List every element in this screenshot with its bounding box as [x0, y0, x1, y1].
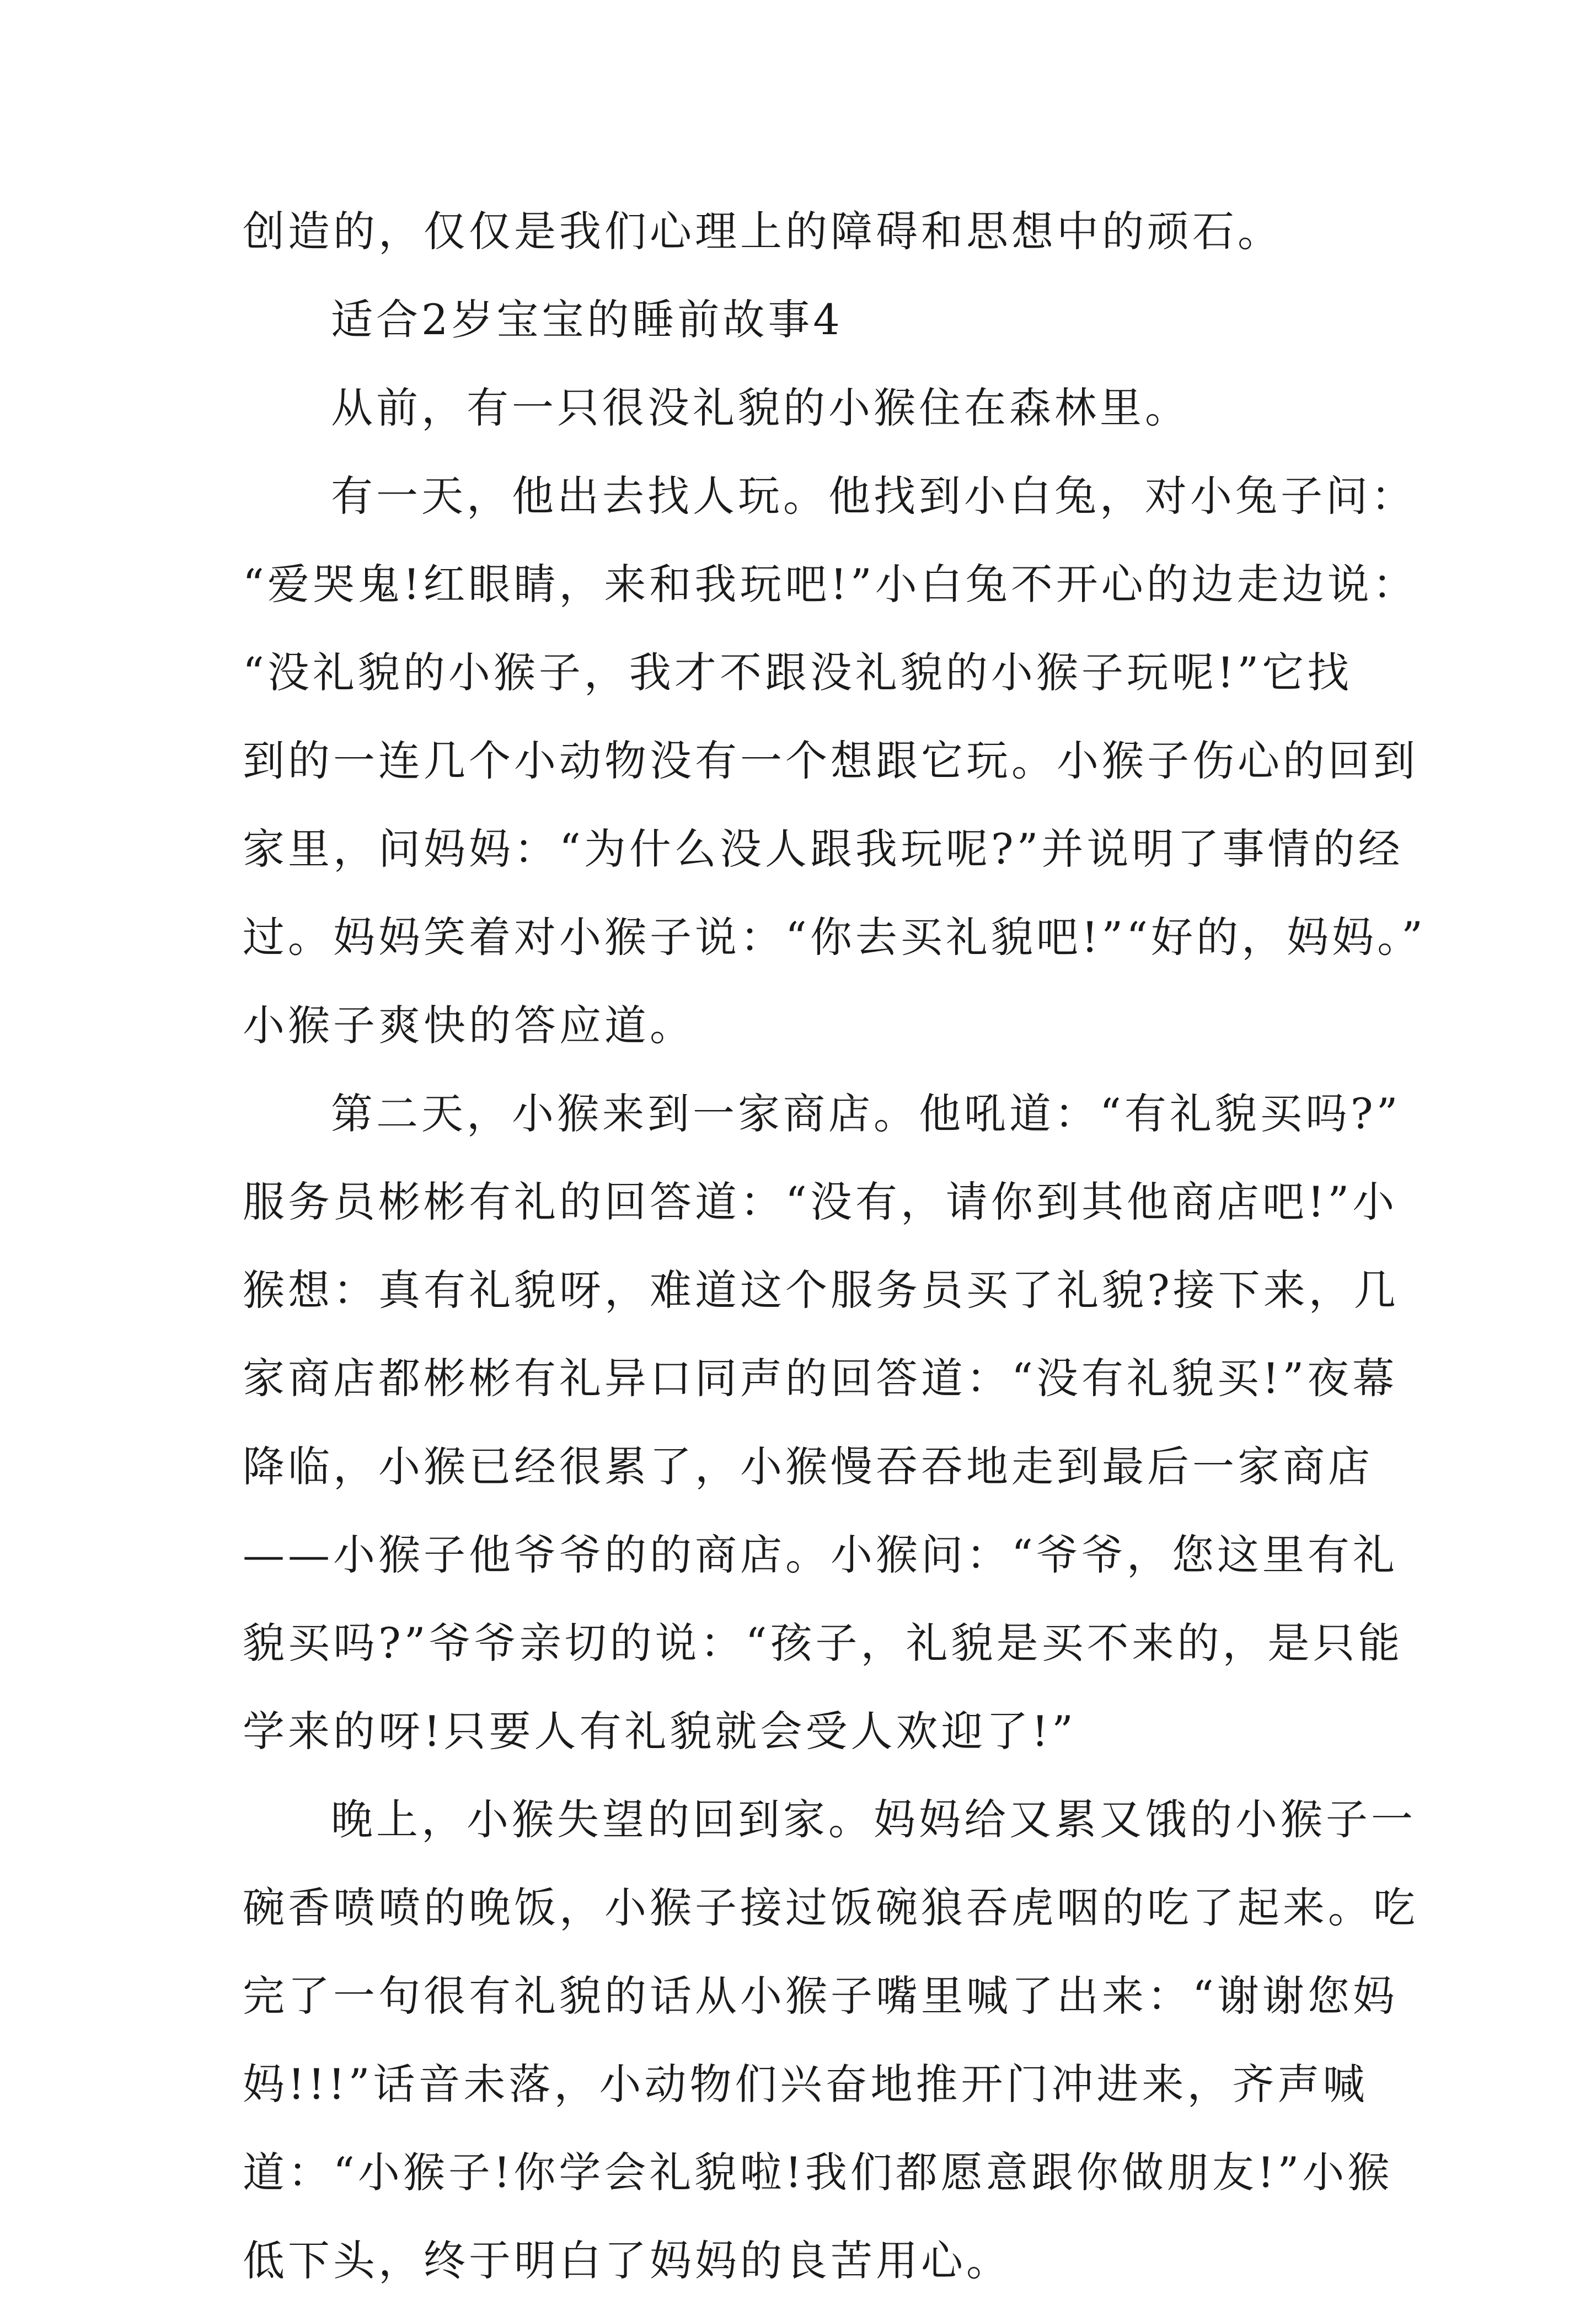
text-line: 家里，问妈妈：“为什么没人跟我玩呢?”并说明了事情的经 [243, 824, 1404, 873]
text-line: 创造的，仅仅是我们心理上的障碍和思想中的顽石。 [243, 207, 1283, 256]
text-line: 碗香喷喷的晚饭，小猴子接过饭碗狼吞虎咽的吃了起来。吃 [243, 1883, 1418, 1932]
text-line: 第二天，小猴来到一家商店。他吼道：“有礼貌买吗?” [331, 1089, 1401, 1138]
text-line: 降临，小猴已经很累了，小猴慢吞吞地走到最后一家商店 [243, 1442, 1373, 1491]
story-text [243, 187, 1426, 2305]
text-line: 猴想：真有礼貌呀，难道这个服务员买了礼貌?接下来，几 [243, 1266, 1399, 1315]
story-title: 适合2岁宝宝的睡前故事4 [331, 295, 843, 344]
text-line: ——小猴子他爷爷的的商店。小猴问：“爷爷，您这里有礼 [243, 1530, 1398, 1579]
text-line: 从前，有一只很没礼貌的小猴住在森林里。 [331, 383, 1190, 432]
text-line: 服务员彬彬有礼的回答道：“没有，请你到其他商店吧!”小 [243, 1177, 1398, 1226]
text-line: 貌买吗?”爷爷亲切的说：“孩子，礼貌是买不来的，是只能 [243, 1618, 1404, 1668]
text-line: 低下头，终于明白了妈妈的良苦用心。 [243, 2236, 1011, 2285]
text-line: 有一天，他出去找人玩。他找到小白兔，对小兔子问： [331, 471, 1416, 521]
text-line: 学来的呀!只要人有礼貌就会受人欢迎了!” [243, 1707, 1077, 1756]
text-line: 到的一连几个小动物没有一个想跟它玩。小猴子伤心的回到 [243, 736, 1418, 785]
text-line: 过。妈妈笑着对小猴子说：“你去买礼貌吧!”“好的，妈妈。” [243, 913, 1426, 962]
text-line: 完了一句很有礼貌的话从小猴子嘴里喊了出来：“谢谢您妈 [243, 1971, 1398, 2020]
text-line: 道：“小猴子!你学会礼貌啦!我们都愿意跟你做朋友!”小猴 [243, 2148, 1393, 2197]
text-line: 小猴子爽快的答应道。 [243, 1001, 695, 1050]
text-line: “爱哭鬼!红眼睛，来和我玩吧!”小白兔不开心的边走边说： [243, 560, 1418, 609]
text-line: 晚上，小猴失望的回到家。妈妈给又累又饿的小猴子一 [331, 1795, 1416, 1844]
text-line: 家商店都彬彬有礼异口同声的回答道：“没有礼貌买!”夜幕 [243, 1354, 1398, 1403]
text-line: “没礼貌的小猴子，我才不跟没礼貌的小猴子玩呢!”它找 [243, 648, 1353, 697]
text-line: 妈!!!”话音未落，小动物们兴奋地推开门冲进来，齐声喊 [243, 2060, 1368, 2109]
